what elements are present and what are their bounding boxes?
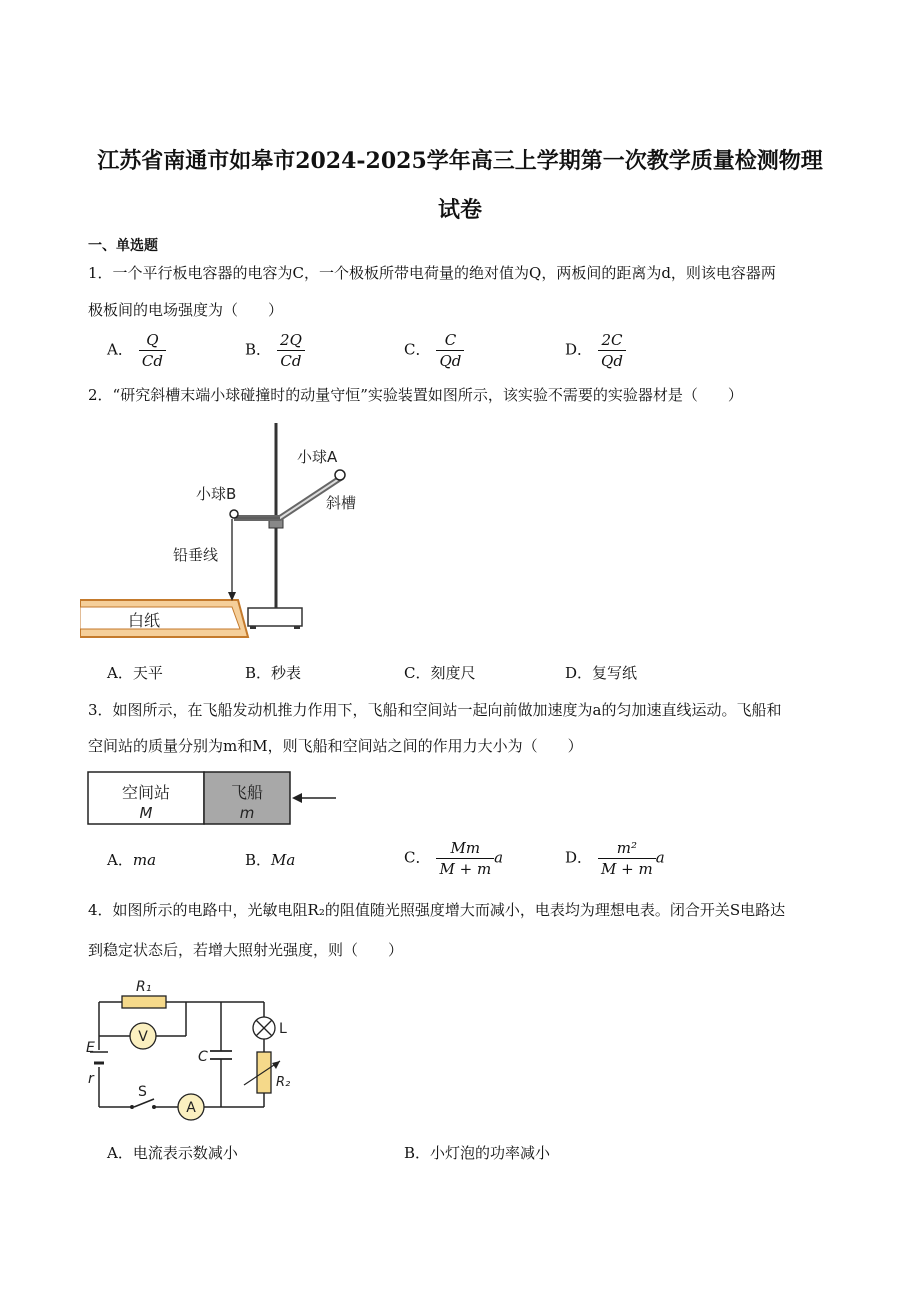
page-title-line1: 江苏省南通市如皋市2024-2025学年高三上学期第一次教学质量检测物理 [97, 148, 823, 174]
r1-label: R₁ [136, 979, 152, 995]
switch [130, 1105, 134, 1109]
station-label: 空间站 [121, 783, 171, 802]
question-4-line2: 到稳定状态后，若增大照射光强度，则（ ） [88, 941, 404, 959]
r2-label: R₂ [276, 1075, 291, 1090]
q3-option-c: C． $\frac{Mm}{M + m}$ a [404, 839, 504, 878]
q2-apparatus-figure [80, 415, 370, 647]
question-4-line1: 4．如图所示的电路中，光敏电阻R₂的阻值随光照强度增大而减小，电表均为理想电表。闭合开关S电路达 [88, 901, 786, 919]
question-1-line2: 极板间的电场强度为（ ） [88, 301, 284, 319]
chute-label: 斜槽 [326, 494, 357, 512]
resistor-r1 [122, 996, 166, 1008]
q1-option-c: C． $\frac{C}{Qd}$ [404, 330, 464, 371]
q4-option-a: A．电流表示数减小 [107, 1144, 238, 1162]
q2-option-a: A．天平 [107, 664, 163, 682]
q2-option-b: B．秒表 [245, 664, 302, 682]
paper-label: 白纸 [128, 611, 161, 630]
q1-option-d: D． $\frac{2C}{Qd}$ [565, 330, 626, 371]
question-3-line2: 空间站的质量分别为m和M，则飞船和空间站之间的作用力大小为（ ） [88, 737, 583, 755]
s-label: S [138, 1084, 147, 1100]
q4-circuit-figure [82, 975, 312, 1125]
ammeter-label: A [186, 1100, 196, 1116]
q4-option-b: B．小灯泡的功率减小 [404, 1144, 551, 1162]
plumb-line-label: 铅垂线 [173, 546, 219, 564]
question-1-line1: 1．一个平行板电容器的电容为C，一个极板所带电荷量的绝对值为Q，两板间的距离为d，则该电容器两 [88, 264, 776, 282]
ball-a-label: 小球A [297, 448, 338, 466]
q3-option-d: D． $\frac{\text{m²}}{M + m}$ a [565, 839, 665, 878]
q1-option-a: A． $\frac{Q}{Cd}$ [107, 330, 166, 371]
q2-option-c: C．刻度尺 [404, 664, 476, 682]
station-mass-label: M [139, 804, 153, 822]
ship-mass-label: m [239, 804, 255, 822]
ball-a [335, 470, 345, 480]
ship-label: 飞船 [230, 783, 264, 802]
ball-b [230, 510, 238, 518]
q3-spacecraft-figure [86, 770, 341, 828]
q2-option-d: D．复写纸 [565, 664, 638, 682]
e-label: E [86, 1040, 95, 1056]
ball-b-label: 小球B [196, 485, 237, 503]
c-label: C [198, 1049, 208, 1065]
voltmeter-label: V [138, 1029, 148, 1045]
stand-base [248, 608, 302, 626]
q3-option-a: A．ma [107, 851, 157, 869]
question-3-line1: 3．如图所示，在飞船发动机推力作用下，飞船和空间站一起向前做加速度为a的匀加速直线运动。飞船和 [88, 701, 782, 719]
q3-option-b: B．Ma [245, 851, 296, 869]
section-heading: 一、单选题 [88, 238, 158, 254]
question-2-line1: 2．“研究斜槽末端小球碰撞时的动量守恒”实验装置如图所示，该实验不需要的实验器材是（ ） [88, 386, 743, 404]
l-label: L [279, 1021, 287, 1037]
photoresistor-r2 [257, 1052, 271, 1093]
page-title-line2: 试卷 [437, 197, 482, 223]
r-label: r [88, 1071, 94, 1087]
q1-option-b: B． $\frac{2Q}{Cd}$ [245, 330, 305, 371]
